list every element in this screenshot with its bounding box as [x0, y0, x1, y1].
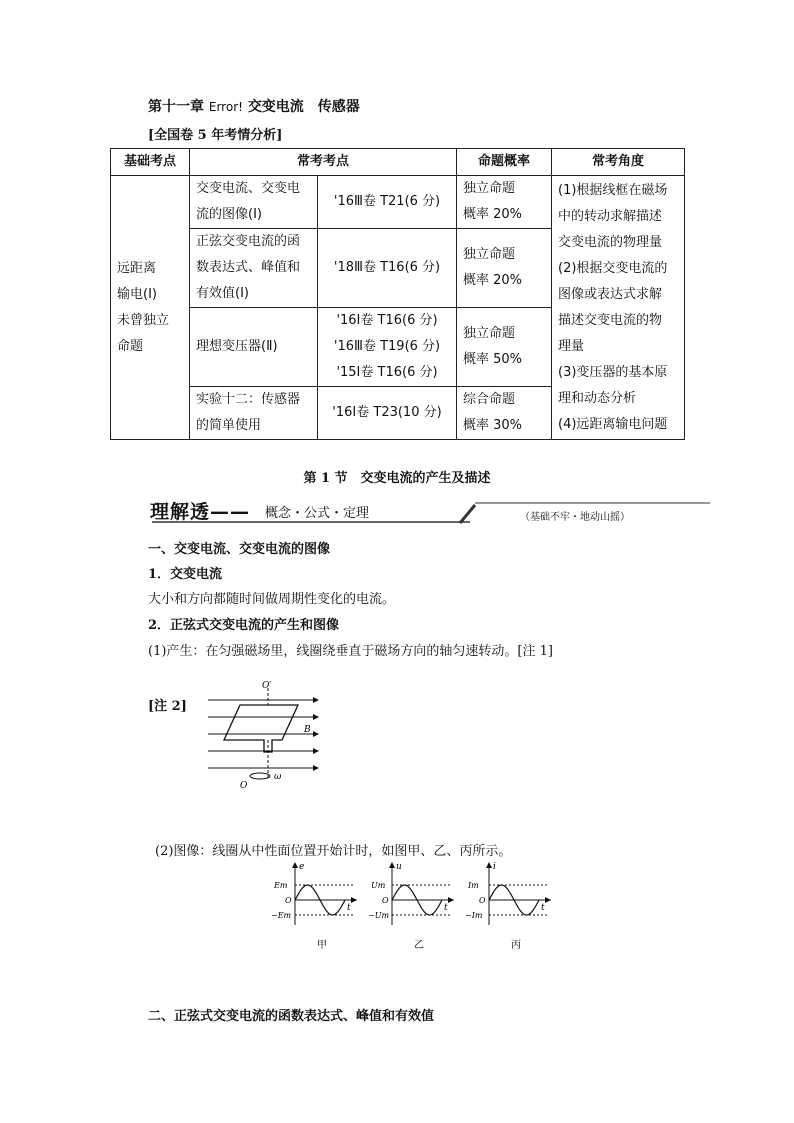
topic-line: 实验十二：传感器	[196, 392, 301, 407]
chapter-prefix: 第十一章	[148, 99, 204, 115]
topic-cell	[190, 308, 318, 387]
header-probability: 命题概率	[457, 149, 552, 176]
topic-cell	[190, 176, 318, 229]
graph-caption: 乙	[414, 940, 424, 951]
basic-line: 输电(Ⅰ)	[117, 286, 157, 302]
arrow-icon	[486, 862, 492, 868]
prob-line: 综合命题	[463, 392, 516, 407]
graph-caption: 丙	[511, 940, 521, 951]
topic-cell	[190, 387, 318, 440]
paragraph-3: (2)图像：线圈从中性面位置开始计时，如图甲、乙、丙所示。	[155, 844, 512, 859]
prob-line: 独立命题	[463, 326, 516, 341]
arrow-icon	[292, 862, 298, 868]
angle-line: (3)变压器的基本原	[558, 364, 668, 380]
graph-axis-label: i	[493, 862, 496, 872]
prob-line: 概率 50%	[463, 352, 523, 367]
exam-analysis-table	[110, 148, 685, 440]
angle-line: 理量	[558, 338, 585, 354]
banner-subtitle: 概念・公式・定理	[265, 506, 370, 521]
axis-bottom-label: O	[240, 781, 248, 791]
exam-line: '16Ⅲ卷 T21(6 分)	[333, 194, 441, 209]
heading-2: 二、正弦式交变电流的函数表达式、峰值和有效值	[148, 1009, 435, 1024]
graph-neg-peak-label: −Um	[368, 911, 390, 920]
angle-cell	[552, 176, 685, 440]
table-row	[111, 176, 685, 229]
paragraph-2: (1)产生：在匀强磁场里，线圈绕垂直于磁场方向的轴匀速转动。[注 1]	[148, 644, 553, 659]
exam-line: '15Ⅰ卷 T16(6 分)	[336, 365, 438, 380]
prob-line: 概率 30%	[463, 418, 523, 433]
exam-line: '16Ⅰ卷 T23(10 分)	[332, 405, 442, 420]
arrow-icon	[448, 897, 454, 903]
coil-in-field-figure	[200, 680, 330, 795]
exam-line: '16Ⅲ卷 T19(6 分)	[333, 339, 441, 354]
angle-line: 交变电流的物理量	[558, 234, 663, 250]
angle-line: (2)根据交变电流的	[558, 260, 668, 276]
topic-line: 理想变压器(Ⅱ)	[196, 339, 278, 354]
arrow-icon	[389, 862, 395, 868]
angle-line: (1)根据线框在磁场	[558, 182, 668, 198]
field-label: B	[304, 725, 311, 735]
exam-cell	[318, 308, 457, 387]
chapter-name: 交变电流 传感器	[247, 99, 360, 115]
basic-line: 未曾独立	[117, 312, 170, 328]
header-basic: 基础考点	[111, 149, 190, 176]
graph-origin-label: O	[479, 896, 486, 905]
exam-cell	[318, 176, 457, 229]
probability-cell	[457, 229, 552, 308]
prob-line: 独立命题	[463, 181, 516, 196]
heading-1-2: 2．正弦式交变电流的产生和图像	[148, 618, 340, 633]
graph-peak-label: Um	[371, 881, 386, 890]
angle-line: 理和动态分析	[558, 390, 637, 406]
heading-1: 一、交变电流、交变电流的图像	[148, 542, 331, 557]
header-angle: 常考角度	[552, 149, 685, 176]
axis-top-label: O′	[262, 681, 272, 691]
graph-origin-label: O	[285, 896, 292, 905]
section-title: 第 1 节 交变电流的产生及描述	[303, 471, 491, 486]
omega-label: ω	[274, 772, 282, 782]
basic-line: 远距离	[117, 260, 157, 276]
graph-t-label: t	[444, 903, 448, 913]
angle-line: (4)远距离输电问题	[558, 416, 668, 432]
chapter-title	[148, 96, 360, 116]
topic-line: 数表达式、峰值和	[196, 260, 301, 275]
arrow-icon	[351, 897, 357, 903]
header-common: 常考考点	[190, 149, 457, 176]
arrow-icon	[545, 897, 551, 903]
banner-title	[150, 497, 250, 524]
prob-line: 概率 20%	[463, 273, 523, 288]
probability-cell	[457, 176, 552, 229]
topic-line: 有效值(Ⅰ)	[196, 286, 249, 301]
heading-1-1: 1．交变电流	[148, 567, 223, 582]
note-2: [注 2]	[148, 699, 187, 714]
graph-origin-label: O	[382, 896, 389, 905]
probability-cell	[457, 387, 552, 440]
paragraph-1: 大小和方向都随时间做周期性变化的电流。	[148, 592, 396, 607]
topic-line: 正弦交变电流的函	[196, 234, 301, 249]
angle-line: 中的转动求解描述	[558, 208, 663, 224]
graph-axis-label: e	[299, 862, 305, 872]
table-header-row	[111, 149, 685, 176]
exam-cell	[318, 387, 457, 440]
graph-t-label: t	[541, 903, 545, 913]
error-text: Error!	[208, 100, 243, 114]
banner-note: （基础不牢・地动山摇）	[520, 512, 630, 523]
graph-axis-label: u	[396, 862, 402, 872]
graph-t-label: t	[347, 903, 351, 913]
prob-line: 概率 20%	[463, 207, 523, 222]
angle-line: 图像或表达式求解	[558, 286, 663, 302]
basic-line: 命题	[117, 338, 144, 354]
basic-topic-cell	[111, 176, 190, 440]
graph-peak-label: Im	[468, 881, 479, 890]
angle-line: 描述交变电流的物	[558, 312, 663, 328]
probability-cell	[457, 308, 552, 387]
exam-line: '16Ⅰ卷 T16(6 分)	[336, 313, 438, 328]
exam-line: '18Ⅲ卷 T16(6 分)	[333, 260, 441, 275]
waveform-figures	[270, 860, 555, 955]
graph-neg-peak-label: −Em	[271, 911, 292, 920]
exam-analysis-heading: [全国卷 5 年考情分析]	[148, 128, 283, 143]
graph-neg-peak-label: −Im	[465, 911, 483, 920]
topic-line: 的简单使用	[196, 418, 262, 433]
graph-caption: 甲	[317, 940, 327, 951]
topic-line: 交变电流、交变电	[196, 181, 301, 196]
graph-peak-label: Em	[274, 881, 288, 890]
topic-line: 流的图像(Ⅰ)	[196, 207, 262, 222]
topic-cell	[190, 229, 318, 308]
prob-line: 独立命题	[463, 247, 516, 262]
banner-main: 理解透	[150, 501, 211, 523]
exam-cell	[318, 229, 457, 308]
banner-dash: ——	[210, 501, 251, 523]
